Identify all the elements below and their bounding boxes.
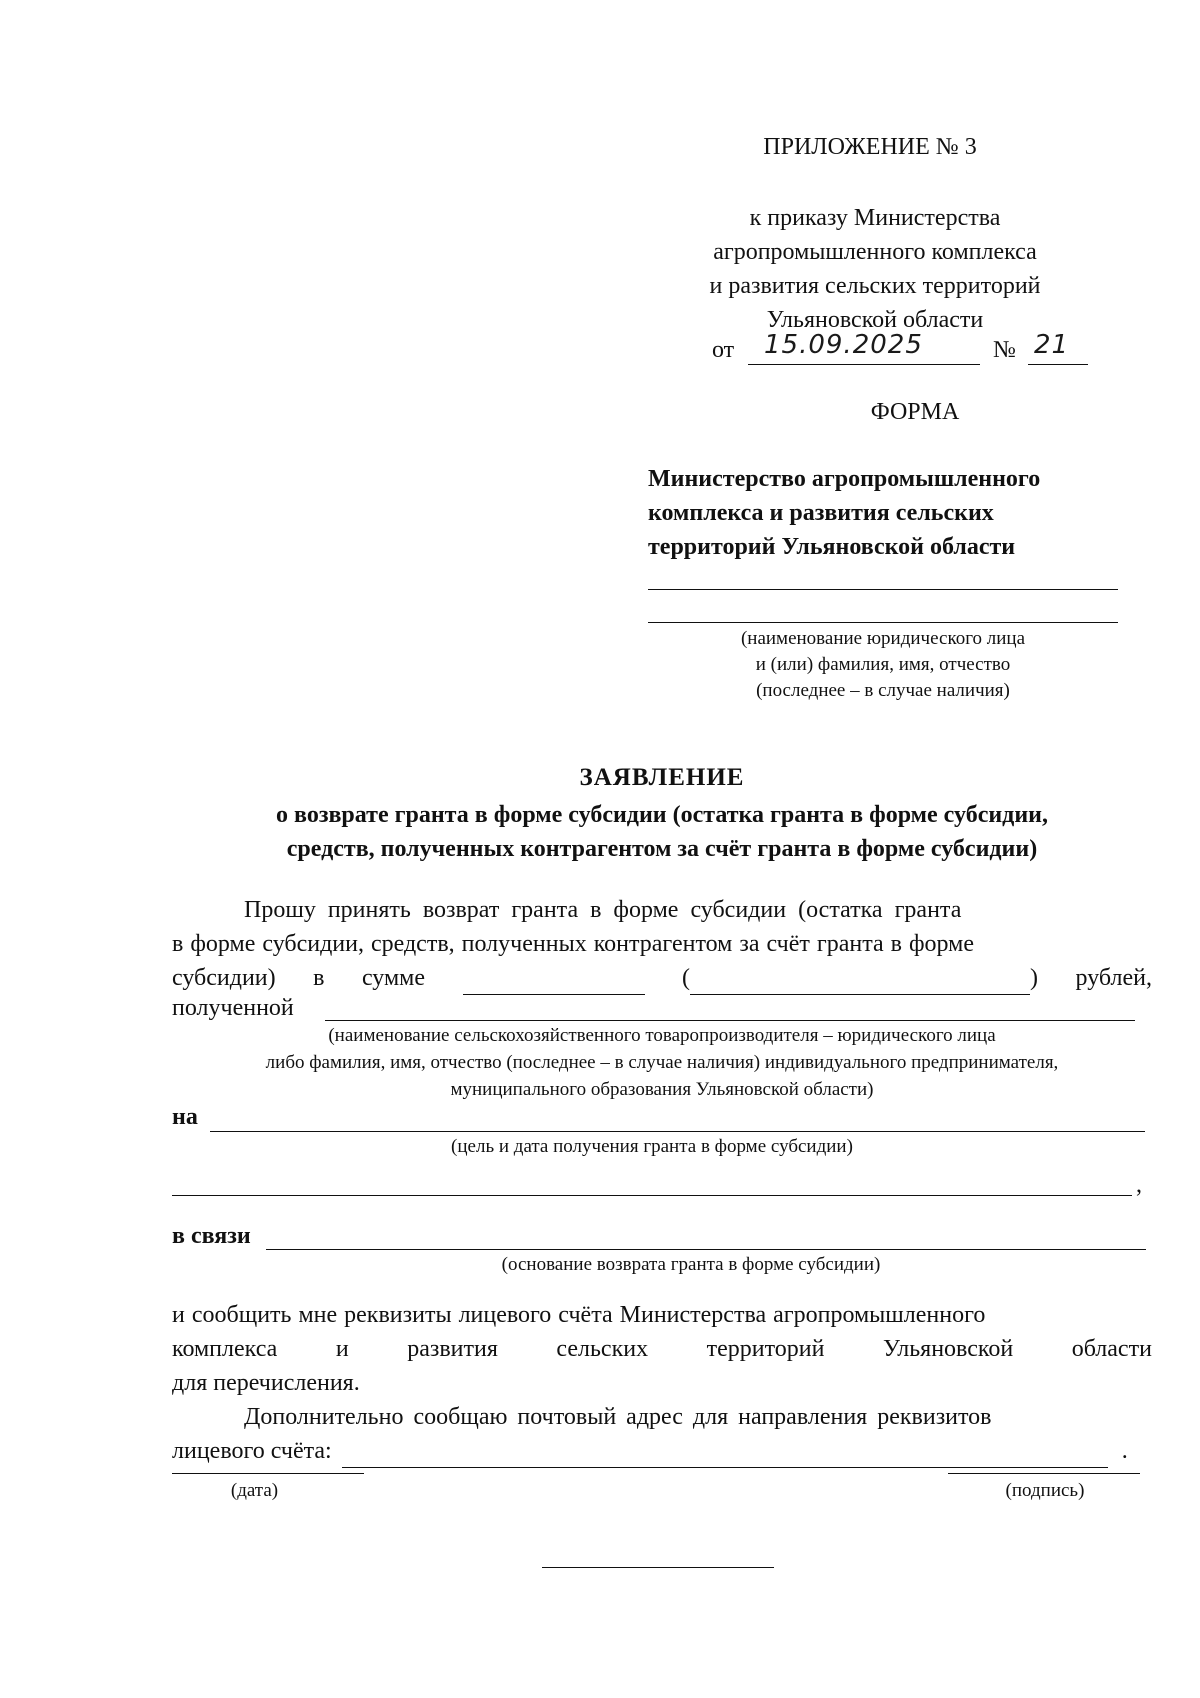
appendix-ref-line: к приказу Министерства bbox=[749, 205, 1001, 231]
form-label: ФОРМА bbox=[870, 399, 960, 425]
appendix-title: ПРИЛОЖЕНИЕ № 3 bbox=[763, 134, 977, 160]
paragraph-line: и сообщить мне реквизиты лицевого счёта Министерства агропромышленного bbox=[172, 1302, 986, 1328]
subtitle-line: о возврате гранта в форме субсидии (остатка гранта в форме субсидии, bbox=[276, 802, 1048, 828]
date-signature-line[interactable] bbox=[172, 1473, 364, 1474]
word: и bbox=[335, 1336, 349, 1362]
subtitle-line: средств, полученных контрагентом за счёт гранта в форме субсидии) bbox=[286, 836, 1038, 862]
purpose-caption: (цель и дата получения гранта в форме субсидии) bbox=[451, 1136, 853, 1157]
sender-name-line-1[interactable] bbox=[648, 589, 1118, 590]
caption-line: и (или) фамилия, имя, отчество bbox=[755, 654, 1011, 675]
appendix-ref-line: и развития сельских территорий bbox=[709, 273, 1041, 299]
paragraph-line: Дополнительно сообщаю почтовый адрес для направления реквизитов bbox=[244, 1404, 992, 1430]
text-fragment: сумме bbox=[361, 965, 426, 991]
paragraph-requisites bbox=[172, 1298, 1152, 1468]
word: Ульяновской bbox=[882, 1336, 1014, 1362]
period: . bbox=[1121, 1438, 1128, 1464]
purpose-field-continued[interactable] bbox=[172, 1195, 1132, 1196]
reason-caption: (основание возврата гранта в форме субсидии) bbox=[501, 1254, 881, 1275]
statement-subtitle bbox=[172, 798, 1152, 866]
paragraph-line: Прошу принять возврат гранта в форме субсидии (остатка гранта bbox=[244, 897, 962, 923]
address-label: лицевого счёта: bbox=[172, 1438, 332, 1464]
caption-line: (наименование юридического лица bbox=[740, 628, 1026, 649]
word: развития bbox=[407, 1336, 498, 1362]
amount-number-field[interactable] bbox=[463, 968, 645, 995]
received-label: полученной bbox=[172, 995, 294, 1021]
text-fragment: субсидии) bbox=[172, 965, 276, 991]
caption-line: либо фамилия, имя, отчество (последнее – в случае наличия) индивидуального предпринимателя, bbox=[265, 1052, 1059, 1073]
postal-address-field[interactable] bbox=[342, 1441, 1108, 1468]
date-prefix: от bbox=[712, 337, 735, 363]
word: территорий bbox=[706, 1336, 825, 1362]
close-paren: ) bbox=[1030, 965, 1039, 991]
date-caption: (дата) bbox=[230, 1480, 279, 1501]
text-fragment: в bbox=[313, 965, 325, 991]
addressee-line: территорий Ульяновской области bbox=[648, 534, 1016, 560]
word: комплекса bbox=[172, 1336, 278, 1362]
open-paren: ( bbox=[682, 965, 691, 991]
statement-title: ЗАЯВЛЕНИЕ bbox=[579, 764, 745, 791]
paragraph-line bbox=[172, 1332, 1152, 1366]
amount-row bbox=[172, 961, 1152, 995]
caption-line: муниципального образования Ульяновской области) bbox=[450, 1079, 874, 1100]
word: области bbox=[1071, 1336, 1152, 1362]
paragraph-request bbox=[172, 893, 1152, 995]
appendix-ref-line: агропромышленного комплекса bbox=[713, 239, 1037, 265]
comma: , bbox=[1136, 1172, 1142, 1198]
signature-caption: (подпись) bbox=[1005, 1480, 1085, 1501]
end-separator bbox=[542, 1567, 774, 1568]
word: сельских bbox=[556, 1336, 649, 1362]
reason-field[interactable] bbox=[266, 1249, 1146, 1250]
caption-line: (последнее – в случае наличия) bbox=[756, 680, 1010, 701]
number-underline bbox=[1028, 364, 1088, 365]
handwritten-date: 15.09.2025 bbox=[764, 330, 923, 360]
sender-name-line-2[interactable] bbox=[648, 622, 1118, 623]
amount-words-group bbox=[682, 961, 1038, 995]
text-fragment: рублей, bbox=[1075, 965, 1152, 991]
addressee-line: комплекса и развития сельских bbox=[648, 500, 994, 526]
date-underline bbox=[748, 364, 980, 365]
handwritten-number: 21 bbox=[1034, 330, 1070, 360]
sender-caption bbox=[648, 626, 1118, 704]
address-row bbox=[172, 1434, 1152, 1468]
caption-line: (наименование сельскохозяйственного товаропроизводителя – юридического лица bbox=[328, 1025, 996, 1046]
purpose-field[interactable] bbox=[210, 1131, 1145, 1132]
paragraph-line: для перечисления. bbox=[172, 1370, 360, 1396]
reason-label: в связи bbox=[172, 1223, 251, 1249]
on-label: на bbox=[172, 1104, 198, 1130]
recipient-name-field[interactable] bbox=[325, 1020, 1135, 1021]
paragraph-line: в форме субсидии, средств, полученных контрагентом за счёт гранта в форме bbox=[172, 931, 974, 957]
addressee-block bbox=[648, 462, 1128, 564]
amount-words-field[interactable] bbox=[690, 968, 1030, 995]
recipient-caption bbox=[172, 1022, 1152, 1103]
appendix-reference bbox=[660, 201, 1090, 337]
addressee-line: Министерство агропромышленного bbox=[648, 466, 1041, 492]
appendix-ref-line: Ульяновской области bbox=[766, 307, 984, 333]
signature-line[interactable] bbox=[948, 1473, 1140, 1474]
number-prefix: № bbox=[993, 337, 1016, 363]
